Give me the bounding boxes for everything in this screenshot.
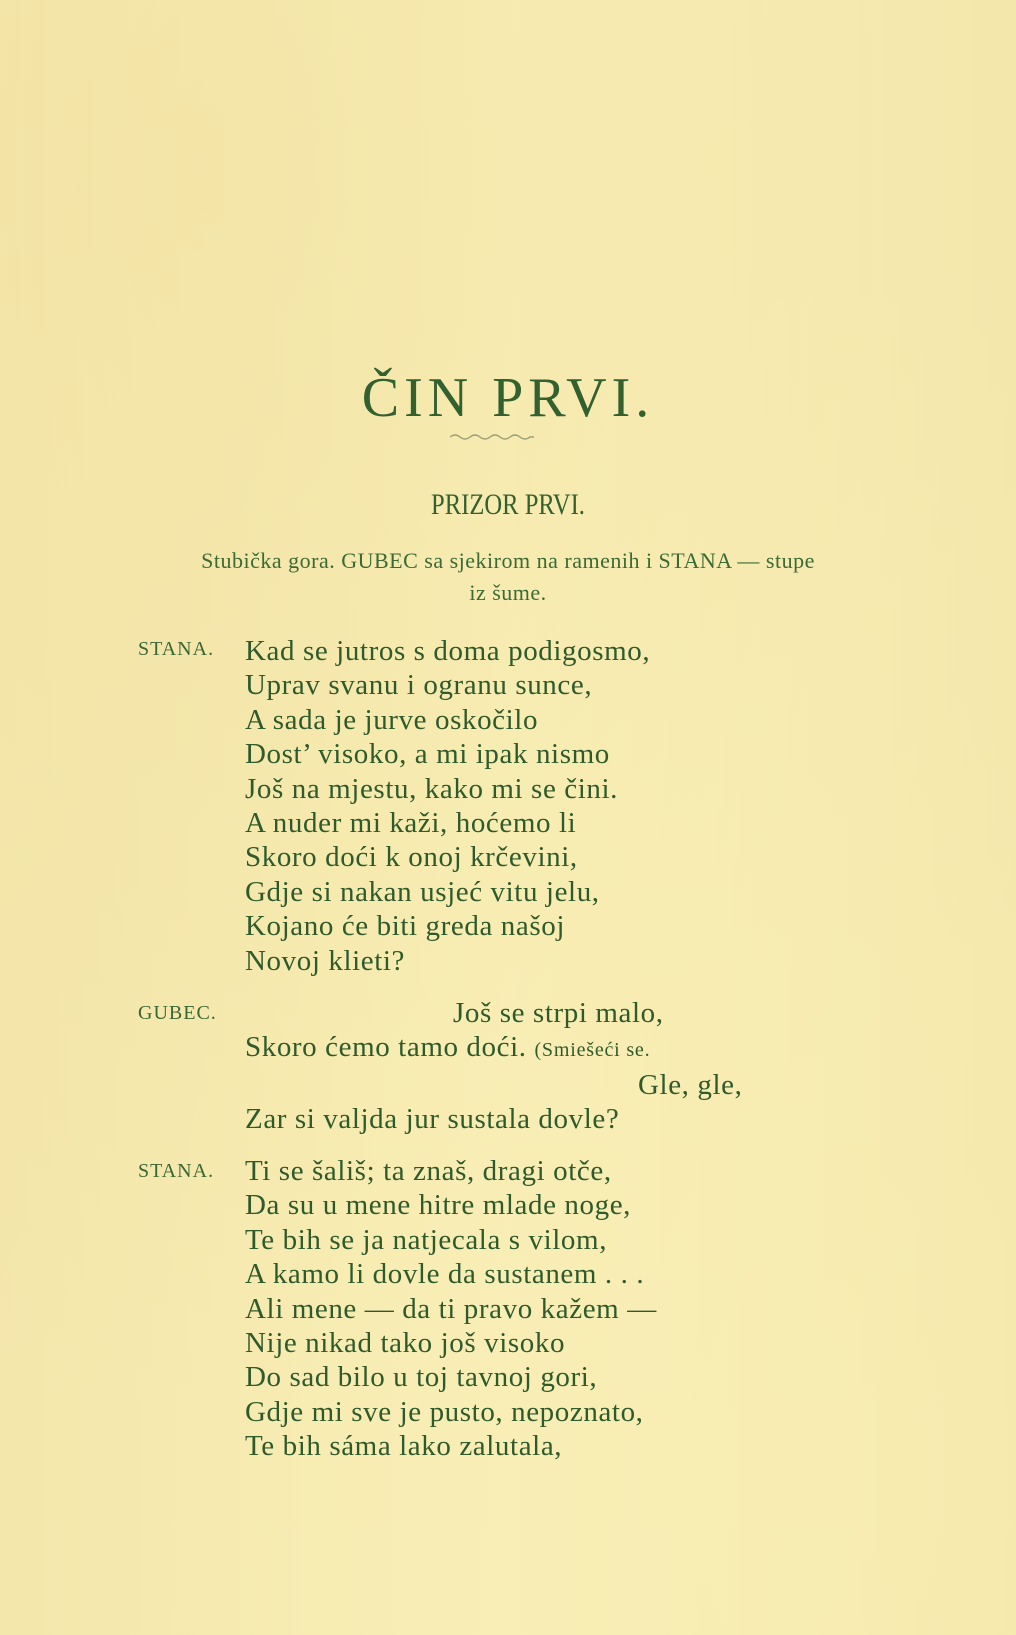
verse-line: Još se strpi malo,: [453, 997, 664, 1029]
verse-line: Dost’ visoko, a mi ipak nismo: [245, 738, 610, 771]
stage-direction: [30, 545, 986, 609]
verse-line: Još na mjestu, kako mi se čini.: [245, 772, 619, 805]
verse-line: Do sad bilo u toj tavnoj gori,: [245, 1361, 598, 1394]
verse-lines: [245, 996, 805, 1137]
verse-lines: [245, 1154, 805, 1464]
verse-line: Zar si valjda jur sustala dovle?: [245, 1103, 620, 1136]
verse-line: Kad se jutros s doma podigosmo,: [245, 635, 651, 667]
verse-text: Skoro ćemo tamo doći.: [245, 1031, 527, 1064]
verse-line: Gdje mi sve je pusto, nepoznato,: [245, 1395, 644, 1428]
verse-line: Ali mene — da ti pravo kažem —: [245, 1292, 657, 1325]
verse-line: Nije nikad tako još visoko: [245, 1327, 566, 1360]
stage-aside: (Smiešeći se.: [534, 1039, 651, 1062]
verse-line: Kojano će biti greda našoj: [245, 910, 566, 943]
stage-direction-line-1: Stubička gora. GUBEC sa sjekirom na ramenih i STANA — stupe: [201, 548, 815, 573]
speaker-name: STANA.: [138, 1160, 215, 1182]
verse-line: A kamo li dovle da sustanem . . .: [245, 1258, 645, 1291]
stage-direction-line-2: iz šume.: [469, 580, 547, 605]
scene-title: PRIZOR PRVI.: [431, 488, 585, 521]
verse-line: A sada je jurve oskočilo: [245, 703, 539, 736]
verse-line: Te bih sáma lako zalutala,: [245, 1430, 563, 1463]
speaker-name: STANA.: [138, 638, 215, 660]
verse-line: Da su u mene hitre mlade noge,: [245, 1189, 632, 1222]
verse-line: [245, 1030, 805, 1067]
verse-lines: [245, 634, 805, 978]
verse-line: Gle, gle,: [638, 1068, 743, 1101]
verse-line: A nuder mi kaži, hoćemo li: [245, 807, 577, 840]
wavy-rule-ornament: [450, 432, 534, 442]
speaker-name: GUBEC.: [138, 1002, 217, 1024]
verse-line: Uprav svanu i ogranu sunce,: [245, 669, 593, 702]
verse-line: Novoj klieti?: [245, 944, 406, 977]
verse-line: Te bih se ja natjecala s vilom,: [245, 1223, 608, 1256]
act-title: ČIN PRVI.: [361, 366, 655, 429]
verse-line: Ti se šališ; ta znaš, dragi otče,: [245, 1155, 612, 1187]
verse-line: Skoro doći k onoj krčevini,: [245, 841, 578, 874]
verse-line: Gdje si nakan usjeć vitu jelu,: [245, 875, 600, 908]
